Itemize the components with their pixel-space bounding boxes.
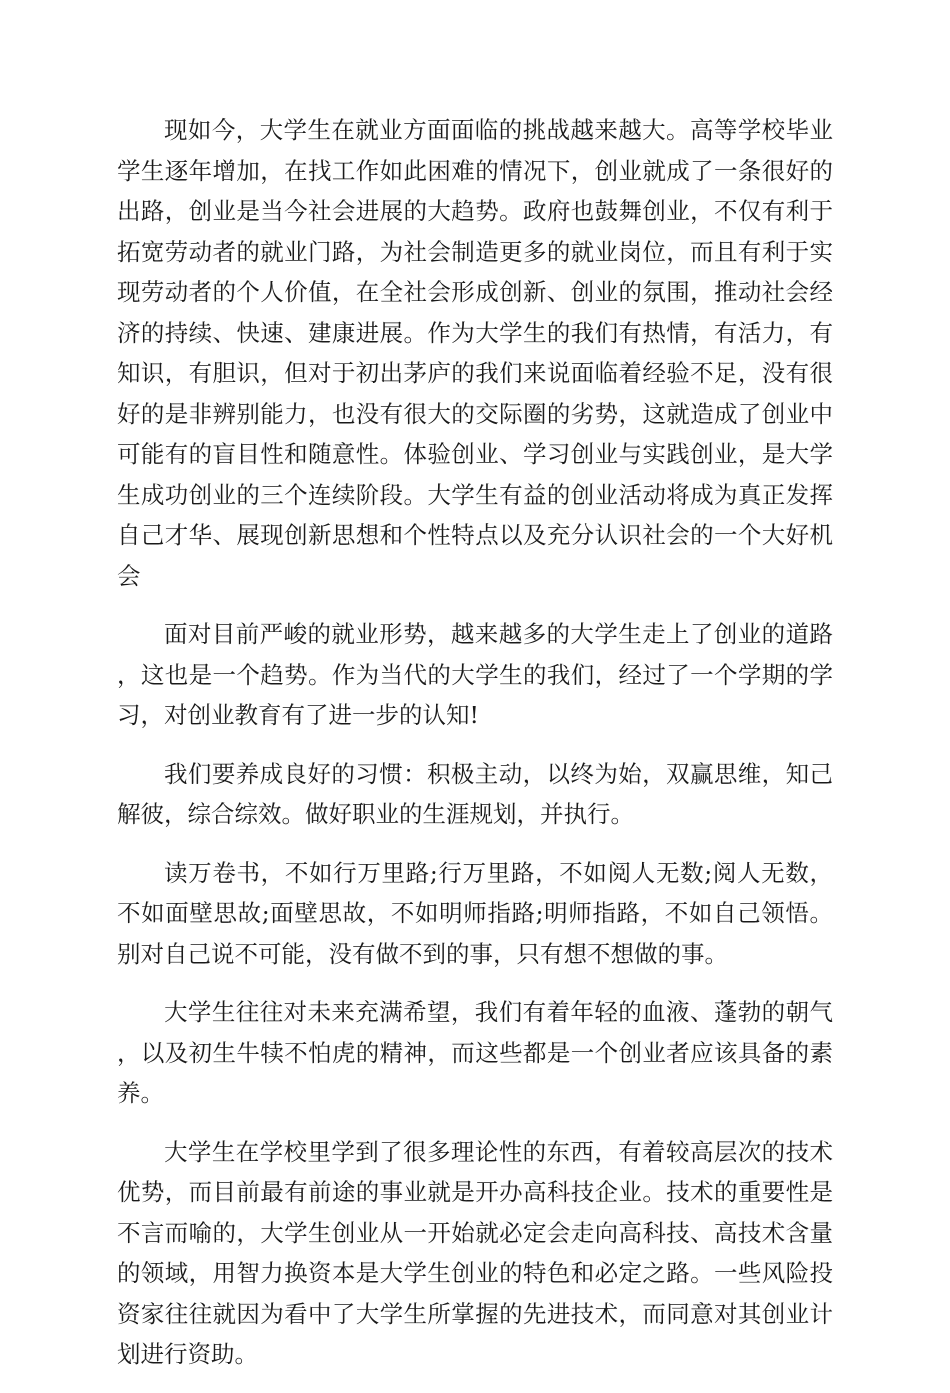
paragraph: 现如今，大学生在就业方面面临的挑战越来越大。高等学校毕业学生逐年增加，在找工作如此困难的情况下，创业就成了一条很好的出路，创业是当今社会进展的大趋势。政府也鼓舞创业，不仅有利于拓宽劳动者的就业门路，为社会制造更多的就业岗位，而且有利于实现劳动者的个人价值，在全社会形成创新、创业的氛围，推动社会经济的持续、快速、建康进展。作为大学生的我们有热情，有活力，有知识，有胆识，但对于初出茅庐的我们来说面临着经验不足，没有很好的是非辨别能力，也没有很大的交际圈的劣势，这就造成了创业中可能有的盲目性和随意性。体验创业、学习创业与实践创业，是大学生成功创业的三个连续阶段。大学生有益的创业活动将成为真正发挥自己才华、展现创新思想和个性特点以及充分认识社会的一个大好机会: [117, 116, 833, 590]
paragraph: 面对目前严峻的就业形势，越来越多的大学生走上了创业的道路，这也是一个趋势。作为当代的大学生的我们，经过了一个学期的学习，对创业教育有了进一步的认知!: [117, 620, 833, 729]
paragraph: 我们要养成良好的习惯：积极主动，以终为始，双赢思维，知己解彼，综合综效。做好职业的生涯规划，并执行。: [117, 759, 833, 828]
paragraph: 大学生往往对未来充满希望，我们有着年轻的血液、蓬勃的朝气，以及初生牛犊不怕虎的精神，而这些都是一个创业者应该具备的素养。: [117, 998, 833, 1107]
paragraph: 读万卷书，不如行万里路;行万里路，不如阅人无数;阅人无数，不如面壁思故;面壁思故，不如明师指路;明师指路，不如自己领悟。别对自己说不可能，没有做不到的事，只有想不想做的事。: [117, 858, 833, 968]
paragraph: 大学生在学校里学到了很多理论性的东西，有着较高层次的技术优势，而目前最有前途的事业就是开办高科技企业。技术的重要性是不言而喻的，大学生创业从一开始就必定会走向高科技、高技术含量的领域，用智力换资本是大学生创业的特色和必定之路。一些风险投资家往往就因为看中了大学生所掌握的先进技术，而同意对其创业计划进行资助。: [117, 1137, 833, 1368]
document-page: [117, 110, 833, 1393]
